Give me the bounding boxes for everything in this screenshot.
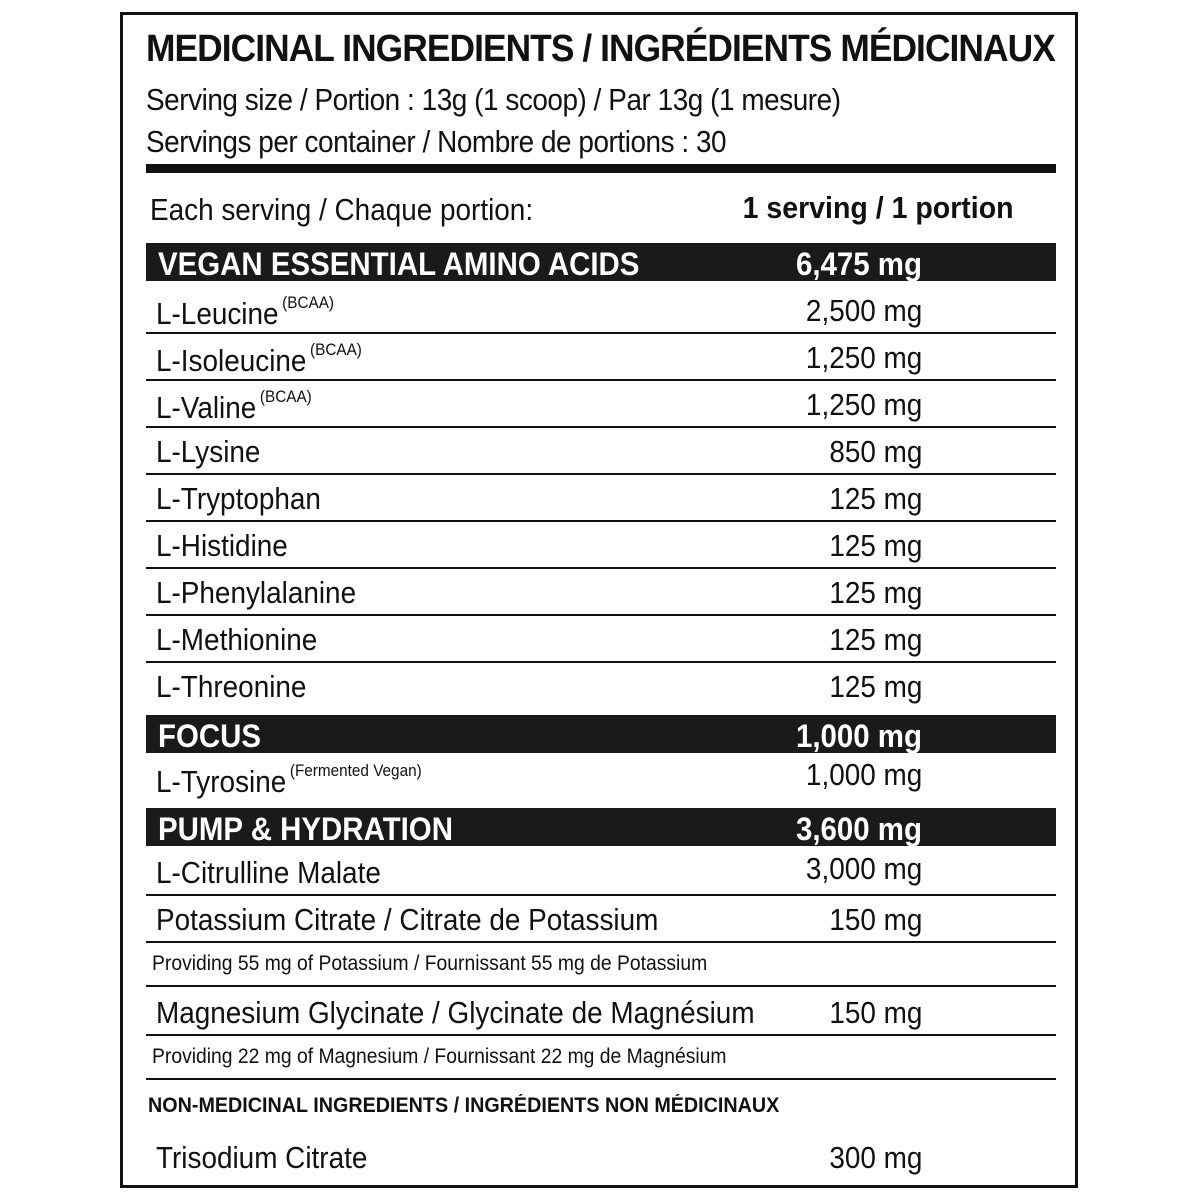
ingredient-amount: 300 mg — [828, 1140, 922, 1175]
ingredient-note: Providing 55 mg of Potassium / Fournissant 55 mg de Potassium — [152, 952, 708, 975]
each-serving-value: 1 serving / 1 portion — [743, 190, 1014, 225]
ingredient-row — [146, 663, 1056, 710]
ingredient-row — [146, 475, 1056, 522]
ingredient-row — [146, 896, 1056, 943]
serving-size: Serving size / Portion : 13g (1 scoop) / Par 13g (1 mesure) — [146, 82, 841, 117]
ingredient-amount: 125 mg — [828, 528, 922, 563]
thick-divider — [146, 164, 1056, 173]
ingredient-name: L-Threonine — [156, 669, 307, 704]
ingredient-name: L-Isoleucine $^{(BCAA)}$ — [156, 340, 362, 378]
ingredient-row — [146, 522, 1056, 569]
ingredient-amount: 1,250 mg — [805, 340, 922, 375]
ingredient-amount: 125 mg — [828, 481, 922, 516]
ingredient-amount: 125 mg — [828, 622, 922, 657]
ingredient-amount: 2,500 mg — [805, 293, 922, 328]
row-divider — [146, 1078, 1056, 1080]
ingredient-amount: 850 mg — [828, 434, 922, 469]
ingredient-name: Magnesium Glycinate / Glycinate de Magnésium — [156, 995, 755, 1030]
ingredient-amount: 1,250 mg — [805, 387, 922, 422]
section-name: VEGAN ESSENTIAL AMINO ACIDS — [158, 246, 640, 282]
ingredient-row — [146, 287, 1056, 334]
ingredient-name: L-Citrulline Malate — [156, 855, 381, 890]
ingredient-row — [146, 849, 1056, 896]
row-divider — [146, 985, 1056, 987]
ingredient-name: L-Phenylalanine — [156, 575, 357, 610]
ingredient-row — [146, 569, 1056, 616]
section-name: PUMP & HYDRATION — [158, 811, 453, 847]
ingredient-name: L-Lysine — [156, 434, 261, 469]
label-title: MEDICINAL INGREDIENTS / INGRÉDIENTS MÉDICINAUX — [146, 28, 1055, 70]
servings-per-container: Servings per container / Nombre de portions : 30 — [146, 124, 727, 159]
ingredient-name: L-Valine $^{(BCAA)}$ — [156, 387, 312, 425]
ingredient-amount: 1,000 mg — [805, 757, 922, 792]
section-total: 1,000 mg — [795, 718, 922, 754]
ingredient-name: L-Tryptophan — [156, 481, 321, 516]
section-header-pump-hydration — [146, 808, 1056, 846]
ingredient-amount: 150 mg — [828, 995, 922, 1030]
ingredient-row — [146, 755, 1056, 802]
ingredient-amount: 125 mg — [828, 669, 922, 704]
section-total: 3,600 mg — [795, 811, 922, 847]
ingredient-note: Providing 22 mg of Magnesium / Fournissant 22 mg de Magnésium — [152, 1045, 727, 1068]
ingredient-name: Trisodium Citrate — [156, 1140, 368, 1175]
non-medicinal-heading: NON-MEDICINAL INGREDIENTS / INGRÉDIENTS NON MÉDICINAUX — [148, 1094, 780, 1117]
ingredient-row — [146, 989, 1056, 1036]
ingredient-name: L-Methionine — [156, 622, 318, 657]
ingredient-name: L-Leucine $^{(BCAA)}$ — [156, 293, 335, 331]
section-name: FOCUS — [158, 718, 262, 754]
ingredient-name: L-Histidine — [156, 528, 288, 563]
ingredient-name: Potassium Citrate / Citrate de Potassium — [156, 902, 659, 937]
ingredient-name: L-Tyrosine $^{(Fermented Vegan)}$ — [156, 761, 422, 799]
ingredient-amount: 150 mg — [828, 902, 922, 937]
section-total: 6,475 mg — [795, 246, 922, 282]
ingredient-row — [146, 381, 1056, 428]
ingredient-row — [146, 1134, 1056, 1181]
row-divider — [146, 941, 1056, 943]
ingredient-amount: 3,000 mg — [805, 851, 922, 886]
section-header-amino-acids — [146, 243, 1056, 281]
ingredient-row — [146, 428, 1056, 475]
ingredient-row — [146, 334, 1056, 381]
ingredient-row — [146, 616, 1056, 663]
ingredient-amount: 125 mg — [828, 575, 922, 610]
each-serving-label: Each serving / Chaque portion: — [150, 192, 534, 227]
section-header-focus — [146, 715, 1056, 753]
row-divider — [146, 1034, 1056, 1036]
